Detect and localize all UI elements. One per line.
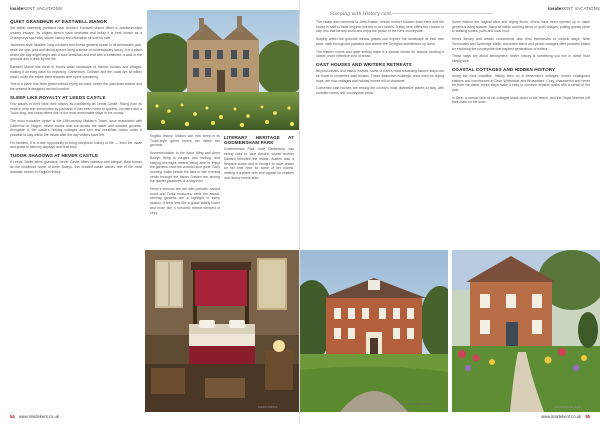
paragraph: If Leeds Castle offers grandeur, Hever Castle offers intimacy and intrigue. Best known as the childhood home of Anne Boleyn, this moated castle carries one of the most dramatic stories in English history. — [10, 160, 142, 174]
footer-url[interactable]: www.insidekent.co.uk — [541, 414, 582, 419]
castle-bedroom-photo — [145, 250, 300, 412]
paragraph: These stays are about atmosphere, where history is something you live in rather than simply visit. — [452, 54, 590, 63]
paragraph: Few places in Kent wear their history as confidently as Leeds Castle. Rising from its moat in mist and surrounded by parkland, it has been home to queens, courtiers and a Tudor king, and today offers one of the most memorable stays in the county. — [10, 101, 142, 116]
godmersham-park-photo — [300, 250, 448, 412]
header-rule — [392, 13, 492, 14]
heading-coastal-cottages: COASTAL COTTAGES AND HIDDEN HISTORY — [452, 66, 556, 72]
page-number: 54 — [10, 414, 15, 419]
heading-leeds-castle: SLEEP LIKE ROYALTY AT LEEDS CASTLE — [10, 94, 106, 100]
page-number: 55 — [585, 414, 590, 419]
manor-photo — [147, 10, 300, 130]
paragraph: For families, it is a rare opportunity to bring storybook history to life — from the maze and grotto to falconry displays and boat trips. — [10, 140, 142, 150]
paragraph: In Deal, a narrow lane of old cottages leads down to the beach, and the Royal Marines left their mark on the town. — [452, 95, 590, 105]
left-footer — [10, 414, 59, 419]
heading-oast-houses: OAST HOUSES AND WRITERS RETREATS — [316, 61, 412, 67]
section-name: KENT VACATIONS — [561, 6, 600, 11]
right-page — [300, 0, 600, 424]
paragraph: Hever's interiors are rich with portraits, carved wood and Tudor treasures, while the award-winning gardens are a highlight in every season. It feels less like a grand stately home and more like a romantic retreat steeped in story. — [150, 187, 220, 215]
paragraph: Accommodation in the Astor Wing and Anne Boleyn Wing is elegant and inviting, and staying overnight means being able to enjoy the gardens once the crowds have gone. Early morning walks beside the lake or late evening strolls through the Italian Garden are among the quieter pleasures of a stay here. — [150, 151, 220, 184]
paragraph: English history. Visitors can now sleep in its Tudor-style guest rooms set within the grounds. — [150, 134, 220, 148]
paragraph: Along the Kent coastline, history lives on in fishermen's cottages, former coastguard stations and townhouses in Deal, Whitstable and Broadstairs. Cosy, characterful and never far from the water, these stays make it easy to combine seaside walks with a sense of the past. — [452, 73, 590, 92]
right-footer — [541, 414, 590, 419]
footer-url[interactable]: www.insidekent.co.uk — [18, 414, 59, 419]
section-name: KENT VACATIONS — [23, 6, 62, 11]
paragraph: Eastwell Manor sits close to Kent's wider landscape of historic houses and villages, making it an easy base for exploring. Canterbury, Chilham and the coast are all within reach, while the estate itself rewards time spent wandering. — [10, 65, 142, 79]
paragraph: The historic rooms and quiet setting make it a special choice for anyone seeking a slower, more reflective kind of break. — [316, 49, 444, 59]
heading-hever-castle: TUDOR SHADOWS AT HEVER CASTLE — [10, 153, 99, 159]
paragraph: The estate also connects to Jane Austen, whose brother Edward lived there and the house is said to have inspired scenes in her novels. A stay here offers the chance to step into that literary world and enjoy the peace of the Kent countryside. — [316, 20, 444, 34]
brand-mark: inside — [548, 6, 562, 11]
left-column-2 — [150, 134, 220, 244]
heading-godmersham-park: LITERARY HERITAGE AT GODMERSHAM PARK — [224, 135, 294, 146]
photo-credit: GODMERSHAM PARK — [554, 406, 581, 409]
photo-caption: Godmersham Park — [400, 402, 432, 406]
paragraph: This is a place that feels grand without trying too hard, where the past adds texture and the present is designed around comfort. — [10, 82, 142, 91]
paragraph: Staying within the grounds means guests can explore the landscape at their own pace, walk through the parkland and admire the Georgian architecture up close. — [316, 37, 444, 46]
paragraph: Godmersham Park, near Canterbury, has strong links to Jane Austen, whose brother Edward inherited the estate. Austen was a frequent visitor and is thought to have drawn on her time here for some of her novels, making it a place with real appeal for readers and history lovers alike. — [224, 147, 294, 180]
page-header — [10, 6, 62, 11]
cottage-garden-photo — [452, 250, 600, 412]
continued-tagline: Sleeping with History cont. — [330, 12, 393, 17]
photo-credit: LEEDS CASTLE — [258, 406, 278, 409]
paragraph: Converted oast houses are among the county's most distinctive places to stay, with rounded rooms and countryside views. — [316, 86, 444, 95]
brand-mark: inside — [10, 6, 24, 11]
paragraph: Kent's literary and artistic connections also lend themselves to historic stays. Near Sevenoaks and Tunbridge Wells, converted barns and period cottages offer peaceful bases for exploring the countryside that inspired generations of writers. — [452, 37, 590, 51]
page-header — [548, 6, 600, 11]
right-column-1 — [316, 20, 444, 242]
heading-eastwell-manor: QUIET GRANDEUR AT EASTWELL MANOR — [10, 19, 108, 24]
right-column-2 — [452, 20, 590, 242]
paragraph: Beyond castles and manor houses, some of Kent's most rewarding historic stays can be found in converted oast houses. These distinctive buildings, once used for drying hops, are now cottages and holiday homes full of character. — [316, 69, 444, 83]
paragraph: The most evocative option is the 19th-century Maiden's Tower, once associated with Catherine of Aragon, where rooms look out across the water and wooded grounds. Alongside it, the castle's holiday cottages and bed and breakfast rooms make it possible to stay within the estate after the day visitors have left. — [10, 118, 142, 138]
paragraph: Set within sweeping parkland near Ashford, Eastwell Manor offers a Jacobean-style country escape. Its origins stretch back centuries and today it is best known as a Champneys spa hotel, where history and relaxation sit side by side. — [10, 26, 142, 40]
left-column-1 — [10, 18, 142, 276]
paragraph: Jacobean-style facades, long corridors and formal gardens speak to its aristocratic past, while the spa, pool and dining spaces bring a sense of contemporary luxury. It is a place where the day might begin with a slow breakfast and end with a treatment, a walk in the grounds and a drink by the fire. — [10, 43, 142, 62]
paragraph: Some feature the original kilns and drying floors, others have been opened up to make generous living spaces. Many sit within working farms or quiet villages, putting guests close to walking routes, pubs and local food. — [452, 20, 590, 34]
left-column-3 — [224, 134, 294, 244]
